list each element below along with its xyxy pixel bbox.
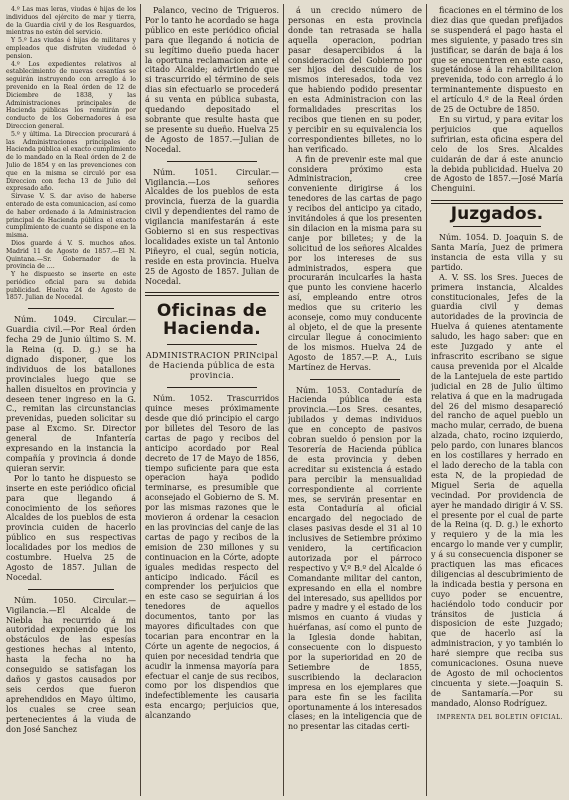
notice-paragraph: 4.º Los expedientes relativos al establecimiento de nuevas cesantías se seguirán instruyendo con arreglo á lo prevenido en la Real órden de 12 de Diciembre de 1838, y las Administraciones principales de Hacienda públicas los remitirán por conducto de los Gobernadores á esa Direccion general. [6, 60, 136, 130]
notice-paragraph: Dios guarde á V. S. muchos años. Madrid 11 de Agosto de 1857.—El N. Quintana.—Sr. Gobernador de la provincia de .... [6, 239, 136, 271]
notice-1054: Núm. 1054. D. Joaquin S. de Santa María, Juez de primera instancia de esta villa y su partido. [431, 233, 563, 272]
notice-1050: Núm. 1050. Circular.—Vigilancia.—El Alcalde de Niebla ha recurrido á mi autoridad exponiendo que los obstáculos de las espesías gestiones hechas al intento, hasta la fecha no ha conseguido se satisfagan los daños y gastos causados por seis cerdos que fueron aprehendidos en Mayo último, los cuales se cree sean pertenecientes á la viuda de don José Sanchez [6, 595, 136, 734]
column-rule [283, 4, 284, 796]
notice-paragraph: Y he dispuesto se inserte en este periódico oficial para su debida publicidad. Huelva 24 de Agosto de 1857. Julian de Nocedal. [6, 271, 136, 302]
divider [167, 161, 257, 162]
column-3 [288, 6, 422, 794]
notice-1054-body: A. V. SS. los Sres. Jueces de primera instancia, Alcaldes constitucionales, Jefes de la guardia civil y demas autoridades de la provincia de Huelva á quienes atentamente saludo, les hago saber: que en este Juzgado y ante el infrascrito escribano se sigue causa prevenida por el Alcalde de la Lantejuela de este partido judicial en 28 de Julio último relativa á que en la madrugada del 26 del mismo desapareció del rancho de aquel pueblo un macho mular, cerrado, de buena alzada, chato, rocino izquierdo, pelo pardo, con lunares blancos en los costillares y herrado en el lado derecho de la tabla con esta N, de la propiedad de Miguel Seria de aquella vecindad. Por providencia de ayer he mandado dirigir á V. SS. el presente por el cual de parte de la Reina (q. D. g.) le exhorto y requiero y de la mia les encargo lo mande ver y cumplir, y á su consecuencia disponer se practiquen las mas eficaces diligencias al descubrimiento de la indicada bestia y persona en cuyo poder se encuentre, haciéndolo todo conducir por tránsitos de justicia á disposicion de este Juzgado; que de hacerlo así la administracion, y yo también lo haré siempre que reciba sus comunicaciones. Osuna nueve de Agosto de mil ochocientos cincuenta y siete.—Joaquin S. de Santamaría.—Por su mandado, Alonso Rodríguez. [431, 272, 563, 708]
admin-heading: ADMINISTRACION PRINcipal de Hacienda pública de esta provincia. [145, 351, 279, 381]
notice-paragraph: 4.º Las mas leras, viudas é hijas de los individuos del ejército de mar y tierra, de la Guardia civil y de los Resguardos, mientras no estén del servicio. [6, 6, 136, 37]
notice-paragraph: 5.º y última. La Direccion procurará á las Administraciones principales de Hacienda pública el exacto cumplimiento de lo mandado en la Real órden de 2 de Julio de 1854 y en las prevenciones con que en la misma se circuló por esa Direccion con fecha 13 de Julio del expresado año. [6, 130, 136, 193]
notice-1049: Núm. 1049. Circular.—Guardia civil.—Por Real órden fecha 29 de Junio último S. M. la Reina (q. D. g.) se ha dignado disponer, que los individuos de los batallones provinciales luego que se hallen disueltos en provincia y deseen tener ingreso en la G. C., remitan las circunstancias prevenidas, pueden solicitar su pase al Excmo. Sr. Director general de Infantería expresando en la instancia la compañía y provincia á donde quieran servir. [6, 315, 136, 473]
divider [28, 308, 114, 309]
section-title: Oficinas de Hacienda. [156, 301, 268, 340]
divider [167, 344, 257, 345]
section-divider [145, 292, 279, 296]
notice-1053-closing: En su virtud, y para evitar los perjuicios que aquellos sufririan, esta oficina espera del celo de los Sres. Alcaldes cuidarán de dar á este anuncio la debida publicidad. Huelva 20 de Agosto de 1857.—José María Chenguini. [431, 114, 563, 194]
column-rule [140, 4, 141, 796]
divider [167, 387, 257, 388]
notice-1050-continued: Palanco, vecino de Trigueros. Por lo tanto he acordado se haga público en este periódico oficial para que llegando á noticia de su legítimo dueño pueda hacer la oportuna reclamacion ante el citado Alcalde; advirtiendo que si trascurrido el término de seis dias sin efectuarlo se procederá á su venta en pública subasta, quedando depositado el sobrante que resulte hasta que se presente su dueño. Huelva 25 de Agosto de 1857.—Julian de Nocedal. [145, 6, 279, 154]
column-2 [145, 6, 279, 794]
printer-imprint: IMPRENTA DEL BOLETIN OFICIAL. [436, 713, 563, 721]
notice-paragraph: Y 5.º Las viudas é hijas de militares y empleados que disfruten viudedad ó pension. [6, 37, 136, 60]
divider [28, 589, 114, 590]
divider [310, 379, 400, 380]
notice-paragraph: Sírvase V. S. dar aviso de haberse enterado de esta comunicacion, así como de haber ordenado á la Administracion principal de Hacienda pública el exacto cumplimiento de cuanto se dispone en la misma. [6, 193, 136, 240]
column-4 [431, 6, 563, 794]
notice-1049-closing: Por lo tanto he dispuesto se inserte en este periódico oficial para que llegando á conocimiento de los señores Alcaldes de los pueblos de esta provincia cuiden de hacerlo público en sus respectivas localidades por los medios de costumbre. Huelva 25 de Agosto de 1857. Julian de Nocedal. [6, 473, 136, 582]
notice-1052-closing: A fin de prevenir este mal que considera próximo esta Administracion, cree conveniente dirigirse á los tenedores de las cartas de pago y recibos del anticipo ya citado, invitándoles á que los presenten sin dilacion en la misma para su canje por billetes; y de la solicitud de los señores Alcaldes por los intereses de sus administrados, espera que procurarán inculcarles la hasta que punto les conviene hacerlo así, empleando entre otros medios que su criterio les aconseje, como muy conducente al objeto, el de que la presente circular llegue á conocimiento de los mismos. Huelva 24 de Agosto de 1857.—P. A., Luis Martínez de Hervas. [288, 154, 422, 372]
notice-1051: Núm. 1051. Circular.—Vigilancia.—Los señores Alcaldes de los pueblos de esta provincia, fuerza de la guardia civil y dependientes del ramo de vigilancia manifestarán á este Gobierno si en sus respectivas localidades existe un tal Antonio Piñeyro, el cual, según noticia, reside en esta provincia. Huelva 25 de Agosto de 1857. Julian de Nocedal. [145, 167, 279, 286]
divider [453, 226, 541, 227]
juzgados-title: Juzgados. [450, 204, 544, 225]
notice-1053: Núm. 1053. Contaduría de Hacienda pública de esta provincia.—Los Sres. cesantes, jubilados y demas individuos que en concepto de pasivos cobran sueldo ó pension por la Tesorería de Hacienda pública de esta provincia y deben acreditar su existencia á estado para percibir la mensualidad correspondiente al corriente mes, se servirán presentar en esta Contaduría al oficial encargado del negociado de clases pasivas desde el 31 al 10 inclusives de Setiembre próximo venidero, la certificacion autorizada por el párroco respectivo y V.º B.º del Alcalde ó Comandante militar del canton, expresando en ella el nombre del interesado, sus apellidos por padre y madre y el estado de los mismos en cuanto á viudas y huérfanas, así como el punto de la Iglesia donde habitan, consecuente con lo dispuesto por la superioridad en 20 de Setiembre de 1855, suscribiendo la declaracion impresa en los ejemplares que para este fin se les facilita oportunamente á los interesados clases; en la inteligencia que de no presentar las citadas certi- [288, 385, 422, 732]
notice-1052: Núm. 1052. Trascurridos quince meses próximamente desde que dió principio el cargo por billetes del Tesoro de las cartas de pago y recibos del anticipo acordado por Real decreto de 17 de Mayo de 1856, tiempo suficiente para que esta operacion haya podido terminarse, es presumible que aconsejado el Gobierno de S. M. por las mismas razones que le movieron á ordenar la cesacion en las provincias del canje de las cartas de pago y recibos de la emision de 230 millones y su continuacion en la Córte, adopte iguales medidas respecto del anticipo indicado. Fácil es comprender los perjuicios que en este caso se seguirian á los tenedores de aquellos documentos, tanto por las mayores dificultades con que tocarian para encontrar en la Córte un agente de negocios, á quien por necesidad tendria que acudir la inmensa mayoría para efectuar el canje de sus recibos, como por los dispendios que indefectiblemente les causaria esta encargo; perjuicios que, alcanzando [145, 394, 279, 721]
column-1 [6, 6, 136, 794]
notice-1052-continued: á un crecido número de personas en esta provincia donde tan retrasada se halla aquella operacion, podrian pasar desapercibidos á la consideracion del Gobierno por ser hijos del descuido de los mismos interesados, toda vez que habiendo podido presentar en esta Administracion con las formalidades prescritas los recibos que tienen en su poder, y percibir en su equivalencia los correspondientes billetes, no lo han verificado. [288, 6, 422, 154]
notice-1053-continued: ficaciones en el término de los diez dias que quedan prefijados se suspenderá el pago hasta el mes siguiente, y pasado tres sin justificar, se darán de baja á los que se encuentren en este caso, sugetándose á la rehabilitacion prevenida, todo con arreglo á lo terminantemente dispuesto en el artículo 4.º de la Real órden de 25 de Octubre de 1850. [431, 6, 563, 115]
column-rule [426, 4, 427, 796]
